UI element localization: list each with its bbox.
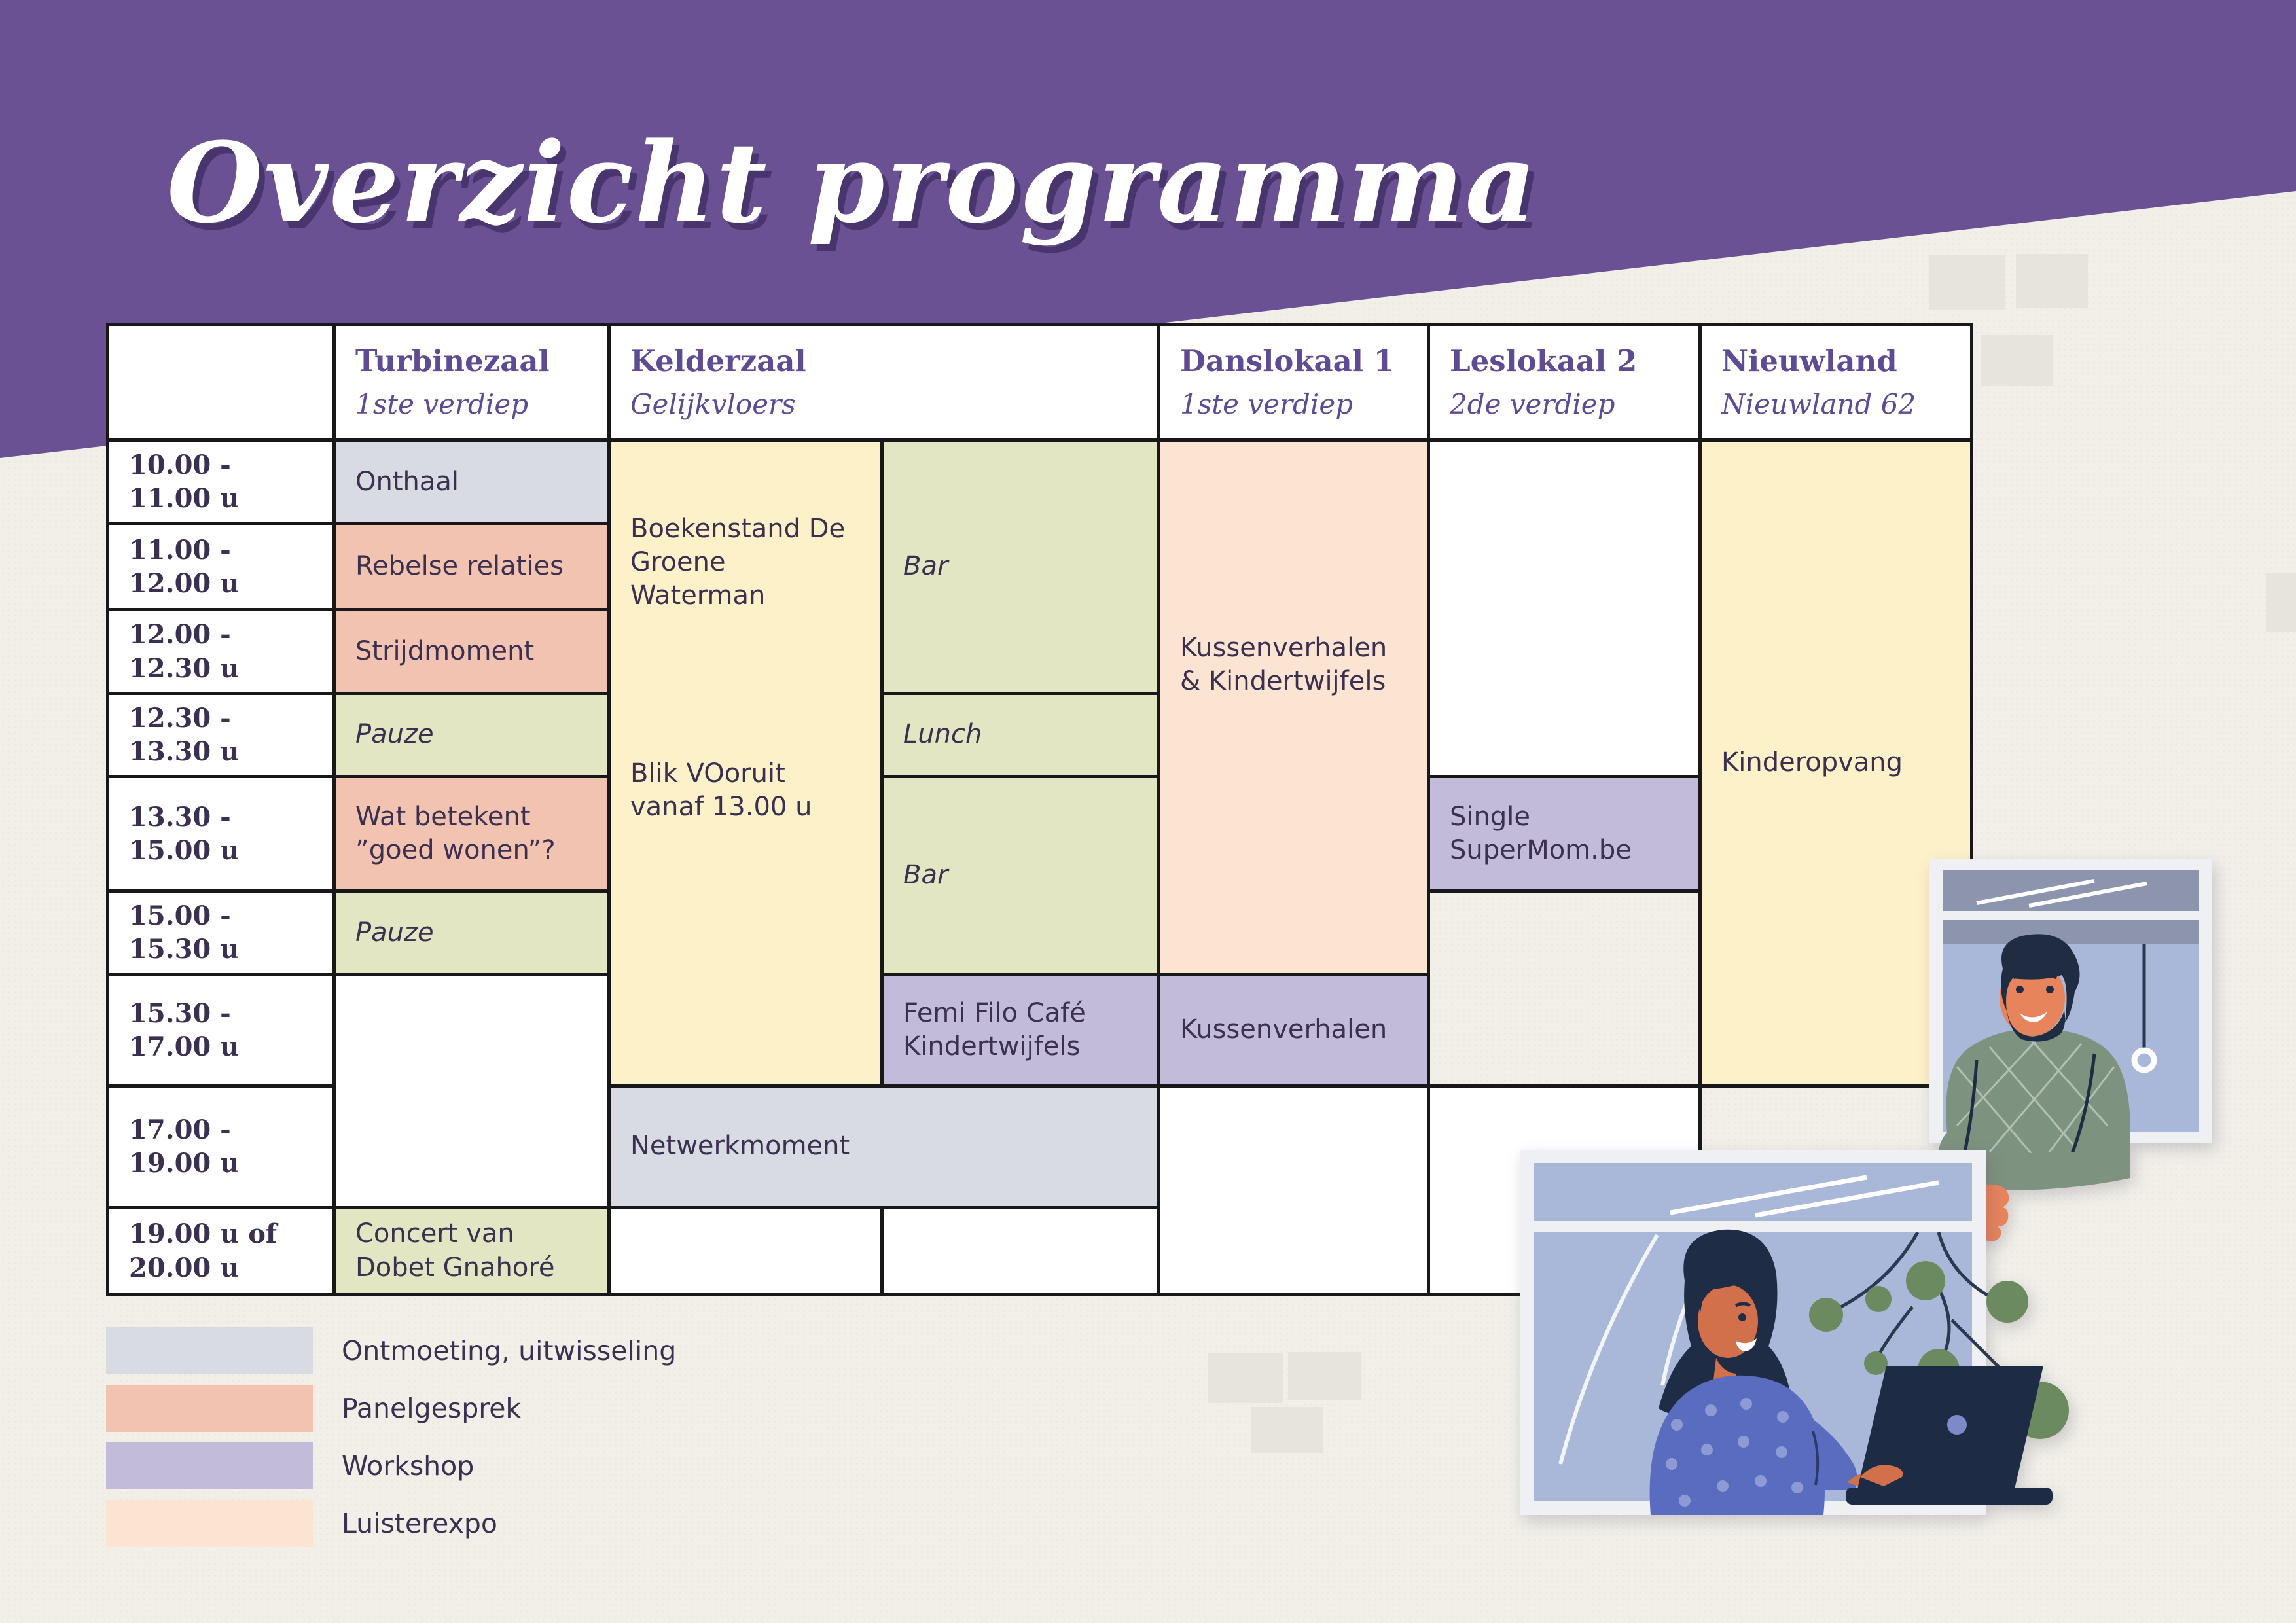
header-row xyxy=(108,325,1972,440)
event-blik-vooruit-label: Blik VOoruit vanaf 13.00 u xyxy=(630,758,812,823)
empty-cell-danslokaal-avond xyxy=(1159,1086,1429,1294)
event-rebelse-relaties: Rebelse relaties xyxy=(334,524,609,610)
event-pauze-middag: Pauze xyxy=(334,693,609,776)
event-pauze-namiddag: Pauze xyxy=(334,891,609,974)
event-bar-middag: Bar xyxy=(882,777,1159,974)
venue-name: Danslokaal 1 xyxy=(1180,344,1394,379)
column-header-turbinezaal xyxy=(334,325,609,440)
event-femi-filo: Femi Filo Café Kindertwijfels xyxy=(882,974,1159,1086)
event-boekenstand-label: Boekenstand De Groene Waterman xyxy=(630,514,846,611)
event-concert: Concert van Dobet Gnahoré xyxy=(334,1207,609,1294)
venue-name: Turbinezaal xyxy=(355,344,550,379)
venue-floor: 1ste verdiep xyxy=(355,387,529,420)
legend-item-panelgesprek xyxy=(106,1385,676,1432)
empty-cell-turbinezaal-avond xyxy=(334,974,609,1207)
event-single-supermom: Single SuperMom.be xyxy=(1429,777,1700,891)
venue-name: Leslokaal 2 xyxy=(1450,344,1638,379)
legend-label: Workshop xyxy=(342,1450,475,1482)
time-label: 19.00 u of 20.00 u xyxy=(108,1207,334,1294)
row-1530-17 xyxy=(108,974,1972,1086)
event-bar-ochtend: Bar xyxy=(882,440,1159,694)
woman-at-laptop-illustration xyxy=(1520,1150,2056,1536)
venue-name: Nieuwland xyxy=(1721,344,1897,379)
venue-floor: 1ste verdiep xyxy=(1180,387,1354,420)
legend-swatch-workshop xyxy=(106,1442,313,1489)
row-1330-15 xyxy=(108,777,1972,891)
paper-tape-decor xyxy=(1288,1352,1361,1400)
empty-cell-kelderzaal-rechts xyxy=(882,1207,1159,1294)
legend xyxy=(106,1327,676,1558)
time-label: 12.00 - 12.30 u xyxy=(108,610,334,693)
event-boekenstand-blik-vooruit xyxy=(609,440,882,1086)
time-label: 17.00 - 19.00 u xyxy=(108,1086,334,1207)
column-header-leslokaal-2 xyxy=(1429,325,1700,440)
event-kussenverhalen-kindertwijfels-label: Kussenverhalen & Kindertwijfels xyxy=(1180,633,1388,697)
legend-label: Ontmoeting, uitwisseling xyxy=(342,1335,677,1366)
time-label: 15.30 - 17.00 u xyxy=(108,974,334,1086)
paper-tape-decor xyxy=(1929,255,2005,310)
event-onthaal: Onthaal xyxy=(334,440,609,524)
venue-floor: Nieuwland 62 xyxy=(1721,387,1916,420)
event-kussenverhalen: Kussenverhalen xyxy=(1159,974,1429,1086)
legend-item-ontmoeting xyxy=(106,1327,676,1374)
empty-cell-leslokaal-ochtend xyxy=(1429,440,1700,777)
paper-tape-decor xyxy=(1251,1407,1323,1453)
legend-label: Panelgesprek xyxy=(342,1393,522,1424)
time-label: 13.30 - 15.00 u xyxy=(108,777,334,891)
event-goed-wonen: Wat betekent ”goed wonen”? xyxy=(334,777,609,891)
time-label: 12.30 - 13.30 u xyxy=(108,693,334,776)
event-kinderopvang: Kinderopvang xyxy=(1700,440,1972,1086)
venue-floor: Gelijkvloers xyxy=(630,387,796,420)
venue-name: Kelderzaal xyxy=(630,344,806,379)
legend-swatch-ontmoeting xyxy=(106,1327,313,1374)
event-kussenverhalen-kindertwijfels xyxy=(1159,440,1429,975)
legend-item-workshop xyxy=(106,1442,676,1489)
event-lunch: Lunch xyxy=(882,693,1159,776)
time-label: 15.00 - 15.30 u xyxy=(108,891,334,974)
event-strijdmoment: Strijdmoment xyxy=(334,610,609,693)
corner-cell xyxy=(108,325,334,440)
paper-tape-decor xyxy=(2266,573,2296,632)
legend-label: Luisterexpo xyxy=(342,1508,497,1539)
event-netwerkmoment: Netwerkmoment xyxy=(609,1086,1159,1207)
paper-tape-decor xyxy=(1981,335,2053,386)
row-10-11 xyxy=(108,440,1972,524)
legend-item-luisterexpo xyxy=(106,1500,676,1547)
column-header-nieuwland xyxy=(1700,325,1972,440)
time-label: 10.00 - 11.00 u xyxy=(108,440,334,524)
page-title: Overzicht programma xyxy=(167,118,1538,247)
legend-swatch-panelgesprek xyxy=(106,1385,313,1432)
paper-tape-decor xyxy=(2016,254,2088,308)
legend-swatch-luisterexpo xyxy=(106,1500,313,1547)
empty-cell-kelderzaal-links xyxy=(609,1207,882,1294)
column-header-danslokaal-1 xyxy=(1159,325,1429,440)
paper-tape-decor xyxy=(1208,1353,1283,1403)
time-label: 11.00 - 12.00 u xyxy=(108,524,334,610)
venue-floor: 2de verdiep xyxy=(1450,387,1615,420)
column-header-kelderzaal xyxy=(609,325,1159,440)
